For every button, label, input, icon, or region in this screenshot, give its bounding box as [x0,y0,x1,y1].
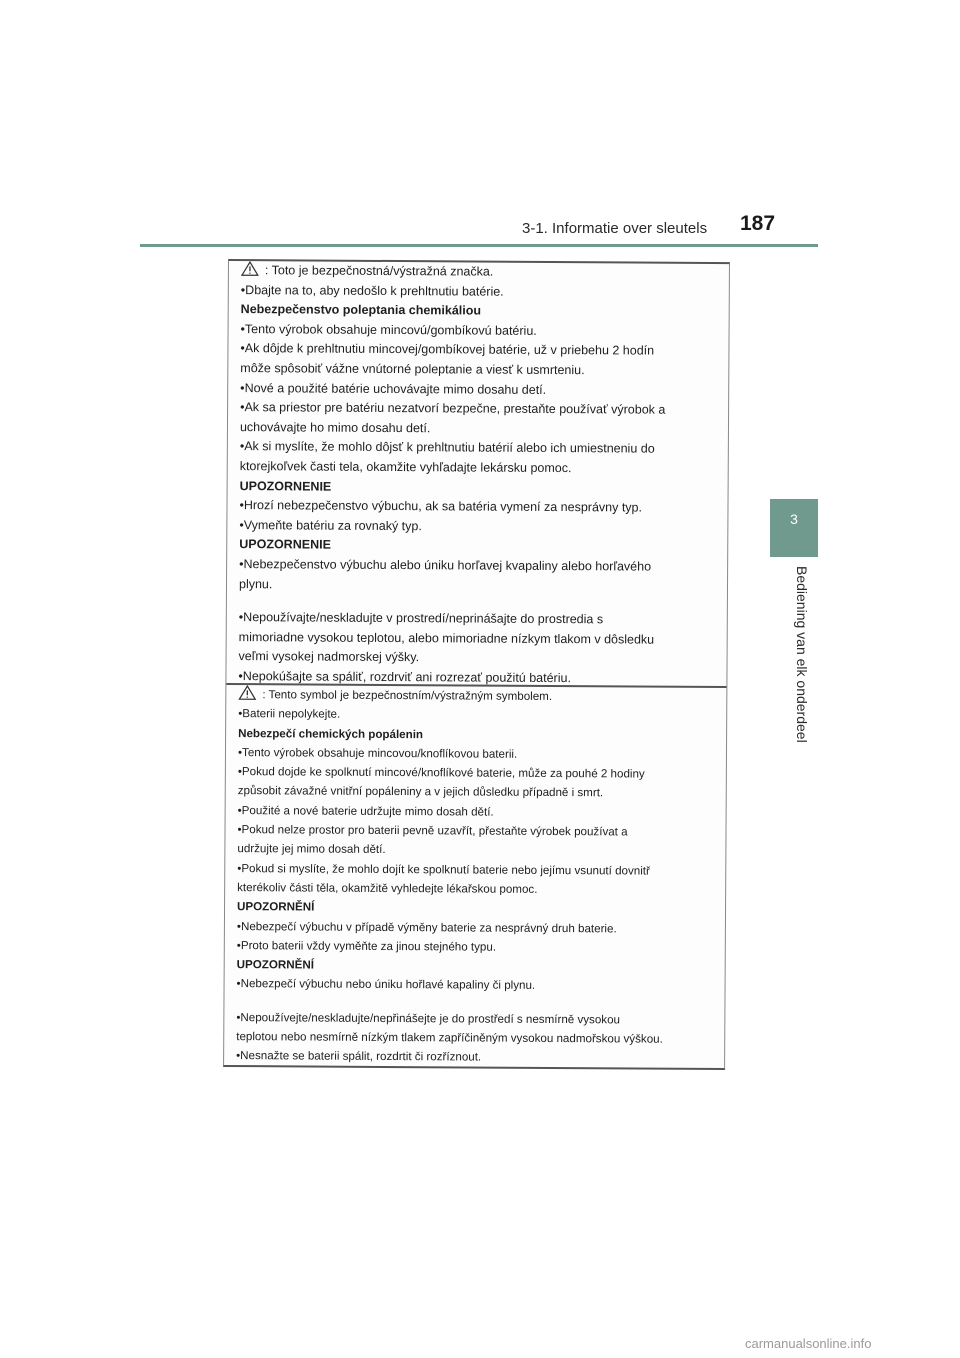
line-text: kterékoliv části těla, okamžitě vyhledejte lékařskou pomoc. [237,881,538,896]
line-text: •Tento výrobok obsahuje mincovú/gombíkovú batériu. [240,321,537,338]
line-text: •Nepoužívajte/neskladujte v prostredí/neprinášajte do prostredia s [238,610,604,627]
line-text: : Toto je bezpečnostná/výstražná značka. [264,263,494,279]
line-text: Nebezpečí chemických popálenin [238,726,424,741]
line-text: •Použité a nové baterie udržujte mimo dosah dětí. [237,803,494,819]
line-text: •Pokud si myslíte, že mohlo dojít ke spolknutí baterie nebo jejímu vsunutí dovnitř [237,861,650,878]
line-text: mimoriadne vysokou teplotou, alebo mimoriadne nízkym tlakom v dôsledku [238,629,655,647]
line-text: •Nepokúšajte sa spáliť, rozdrviť ani rozrezať použitú batériu. [238,668,571,685]
line-text: UPOZORNENIE [239,478,332,494]
line-text: udržujte jej mimo dosah dětí. [237,842,386,857]
line-text: ktorejkoľvek časti tela, okamžite vyhľadajte lekársku pomoc. [239,459,572,476]
line-text: •Nebezpečí výbuchu v případě výměny baterie za nesprávný druh baterie. [236,919,617,935]
line-text: UPOZORNĚNÍ [237,900,315,914]
warning-triangle-icon [241,261,259,276]
scanned-warning-insert [223,259,730,1070]
line-text: •Pokud dojde ke spolknutí mincové/knoflíkové baterie, může za pouhé 2 hodiny [237,765,645,781]
warning-text-line [238,782,718,804]
line-text: UPOZORNENIE [239,537,331,552]
line-text: •Pokud nelze prostor pro baterii pevně uzavřít, přestaňte výrobek používat a [237,823,628,839]
czech-warning-block [224,683,726,1070]
line-text: uchovávajte ho mimo dosahu detí. [239,419,431,435]
warning-heading [241,300,721,323]
line-text: •Nepoužívejte/neskladujte/nepřinášejte je do prostředí s nesmírně vysokou [236,1010,621,1027]
warning-text-line [239,555,719,578]
warning-text-line [239,608,719,631]
line-text: UPOZORNĚNÍ [236,958,315,972]
page-number: 187 [740,212,776,235]
line-text: •Nesnažte se baterii spálit, rozdrtit či rozříznout. [236,1049,482,1064]
line-text: •Nové a použité batérie uchovávajte mimo dosahu detí. [240,380,547,397]
line-text: •Tento výrobek obsahuje mincovou/knoflíkovou baterii. [237,745,518,761]
line-text: teplotou nebo nesmírně nízkým tlakem zapříčiněným vysokou nadmořskou výškou. [236,1030,663,1046]
line-text: •Vymeňte batériu za rovnaký typ. [239,517,422,533]
warning-text-line [240,359,720,382]
line-text: •Proto baterii vždy vyměňte za jinou stejného typu. [236,938,497,954]
chapter-number: 3 [790,511,798,527]
line-text: plynu. [238,576,273,591]
section-title: 3-1. Informatie over sleutels [522,220,708,237]
warning-text-line [237,839,717,861]
line-text: •Baterii nepolykejte. [238,707,341,721]
warning-heading [237,897,717,919]
warning-text-line [240,457,720,480]
warning-text-line [241,261,721,284]
line-text: •Dbajte na to, aby nedošlo k prehltnutiu batérie. [240,282,504,299]
warning-text-line [239,496,719,519]
line-text: môže spôsobiť vážne vnútorné poleptanie a viesť k usmrteniu. [240,361,585,378]
warning-triangle-icon [238,685,256,700]
line-text: veľmi vysokej nadmorskej výšky. [238,649,420,665]
warning-text-line [237,975,717,997]
watermark: carmanualsonline.info [745,1336,872,1351]
line-text: : Tento symbol je bezpečnostním/výstražným symbolem. [262,688,553,703]
chapter-label: Bediening van elk onderdeel [794,566,810,743]
slovak-warning-block [226,261,729,686]
line-text: •Ak dôjde k prehltnutiu mincovej/gombíkovej batérie, už v priebehu 2 hodín [240,341,655,358]
line-text: •Ak si myslíte, že mohlo dôjsť k prehltnutiu batérií alebo ich umiestneniu do [239,439,655,456]
line-text: Nebezpečenstvo poleptania chemikáliou [240,302,482,318]
line-text: •Nebezpečí výbuchu nebo úniku hořlavé kapaliny či plynu. [236,977,536,993]
line-text: •Hrozí nebezpečenstvo výbuchu, ak sa batéria vymení za nesprávny typ. [239,498,643,515]
line-text: •Ak sa priestor pre batériu nezatvorí bezpečne, prestaňte používať výrobok a [240,400,666,417]
header-divider [140,244,818,247]
warning-text-line [240,398,720,421]
line-text: způsobit závažné vnitřní popáleniny a v jejich důsledku případně i smrt. [237,784,604,800]
chapter-tab[interactable] [770,499,818,557]
warning-text-line [238,704,718,726]
warning-text-line [236,1046,716,1068]
line-text: •Nebezpečenstvo výbuchu alebo úniku horľavej kvapaliny alebo horľavého [239,556,652,574]
